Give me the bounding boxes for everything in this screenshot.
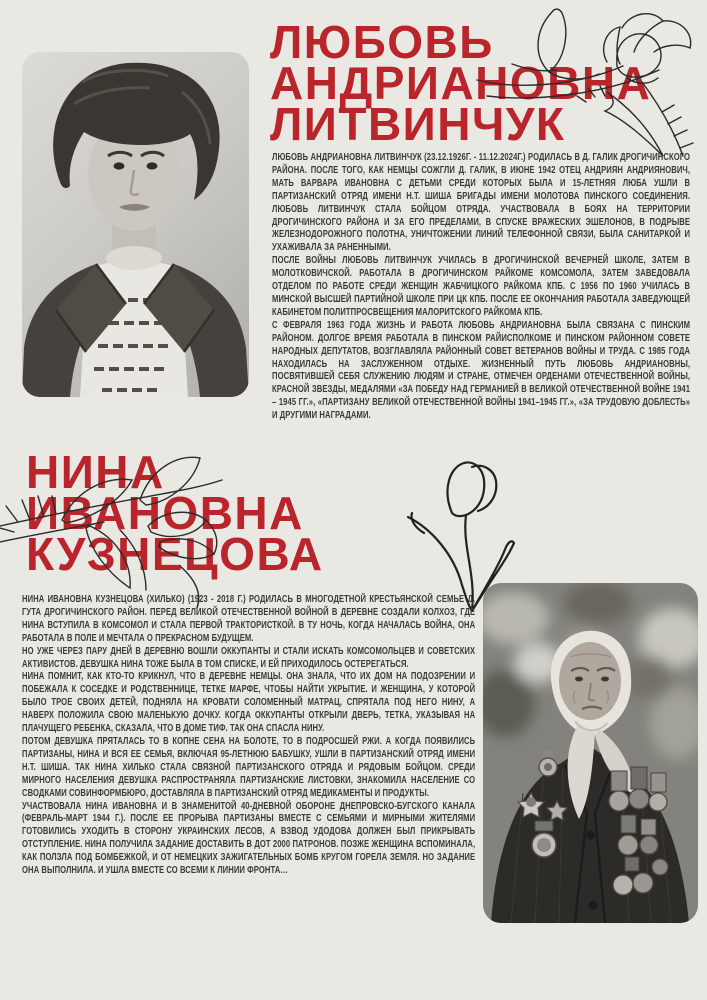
lyubov-paragraph-2: ПОСЛЕ ВОЙНЫ ЛЮБОВЬ ЛИТВИНЧУК УЧИЛАСЬ В ДРОГИЧИНСКОЙ ВЕЧЕРНЕЙ ШКОЛЕ, ЗАТЕМ В МОЛОТКОВИЧСКОЙ. РАБОТАЛА В ДРОГИЧИНСКОМ РАЙКОМЕ КОМСОМОЛА, ЗАТЕМ ЗАВЕДОВАЛА ОТДЕЛОМ ПО РАБОТЕ СРЕДИ ЖЕНЩИН ЖАБЧИЦКОГО РАЙКОМА КПБ. С 1956 ПО 1960 УЧИЛАСЬ В МИНСКОЙ ВЫСШЕЙ ПАРТИЙНОЙ ШКОЛЕ ПРИ ЦК КПБ. ПОСЛЕ ЕЕ ОКОНЧАНИЯ РАБОТАЛА ЗАВЕДУЮЩЕЙ КАБИНЕТОМ ПОЛИТПРОСВЕЩЕНИЯ МАЛОРИТСКОГО РАЙКОМА КПБ.: [272, 255, 691, 318]
title-lyubov-line1: ЛЮБОВЬ: [270, 16, 494, 68]
nina-portrait-illustration: [483, 583, 698, 923]
nina-paragraph-3: НИНА ПОМНИТ, КАК КТО-ТО КРИКНУЛ, ЧТО В ДЕРЕВНЕ НЕМЦЫ. ОНА ЗНАЛА, ЧТО ИХ ДОМ НА ПОДОЗРЕНИИ И ПОБЕЖАЛА К СОСЕДКЕ И РОДСТВЕННИЦЕ, ТЕТКЕ МАРФЕ, ЧТОБЫ НАЙТИ УКРЫТИЕ. И ЖЕНЩИНА, У КОТОРОЙ БЫЛО ТРОЕ СВОИХ ДЕТЕЙ, ПОДНЯЛА НА КРОВАТИ СОЛОМЕННЫЙ МАТРАЦ, СПРЯТАЛА ПОД НЕГО НИНУ, А НАВЕРХ ПОЛОЖИЛА СВОЮ МАЛЕНЬКУЮ ДОЧКУ. КОГДА ОККУПАНТЫ ОТКРЫЛИ ДВЕРЬ, ТЕТКА, УКАЗЫВАЯ НА ПЛАЧУЩЕГО РЕБЕНКА, СКАЗАЛА, ЧТО В ДОМЕ ТИФ. ТАК ОНА СПАСЛА НИНУ.: [22, 671, 476, 735]
title-nina: [26, 446, 324, 580]
title-nina-line3: КУЗНЕЦОВА: [26, 528, 324, 580]
lyubov-portrait-illustration: [22, 52, 249, 397]
photo-nina-portrait: [483, 583, 698, 923]
nina-paragraph-4: ПОТОМ ДЕВУШКА ПРЯТАЛАСЬ ТО В КОПНЕ СЕНА НА БОЛОТЕ, ТО В ПОДРОСШЕЙ РЖИ. А КОГДА ПОЯВИЛИСЬ ПАРТИЗАНЫ, НИНА И ВСЯ ЕЕ СЕМЬЯ, ВКЛЮЧАЯ 95-ЛЕТНЮЮ БАБУШКУ, УШЛИ В ПАРТИЗАНСКИЙ ОТРЯД ИМЕНИ Н.Т. ШИША. ТАК НИНА ХИЛЬКО СТАЛА СВЯЗНОЙ ПАРТИЗАНСКОГО ОТРЯДА И РЯДОВЫМ БОЙЦОМ. СРЕДИ МИРНОГО НАСЕЛЕНИЯ ДЕВУШКА РАСПРОСТРАНЯЛА ПАРТИЗАНСКИЕ ЛИСТОВКИ, ЗНАКОМИЛА НАСЕЛЕНИЕ СО СВОДКАМИ СОВИНФОРМБЮРО, ДОСТАВЛЯЛА В ПАРТИЗАНСКИЙ ОТРЯД МЕДИКАМЕНТЫ И ПРОДУКТЫ.: [22, 735, 476, 799]
title-lyubov: [270, 16, 652, 150]
nina-paragraph-2: НО УЖЕ ЧЕРЕЗ ПАРУ ДНЕЙ В ДЕРЕВНЮ ВОШЛИ ОККУПАНТЫ И СТАЛИ ИСКАТЬ КОМСОМОЛЬЦЕВ И СОВЕТСКИХ АКТИВИСТОВ. ДЕВУШКА НИНА ТОЖЕ БЫЛА В ТОМ СПИСКЕ, И ЕЙ ПРИХОДИЛОСЬ ОСТЕРЕГАТЬСЯ.: [22, 645, 476, 670]
lyubov-paragraph-3: С ФЕВРАЛЯ 1963 ГОДА ЖИЗНЬ И РАБОТА ЛЮБОВЬ АНДРИАНОВНА БЫЛА СВЯЗАНА С ПИНСКИМ РАЙОНОМ. ДОЛГОЕ ВРЕМЯ РАБОТАЛА В ПИНСКОМ РАЙИСПОЛКОМЕ И ПИНСКОМ РАЙОННОМ СОВЕТЕ НАРОДНЫХ ДЕПУТАТОВ, ВОЗГЛАВЛЯЛА РАЙОННЫЙ СОВЕТ ВЕТЕРАНОВ ВОЙНЫ И ТРУДА. С 1985 ГОДА НАХОДИЛАСЬ НА ЗАСЛУЖЕННОМ ОТДЫХЕ. ЖИЗНЕННЫЙ ПУТЬ ЛЮБОВЬ АНДРИАНОВНЫ, ПОСВЯТИВШЕЙ СЕБЯ СЛУЖЕНИЮ ЛЮДЯМ И СТРАНЕ, ОТМЕЧЕН ОРДЕНАМИ ОТЕЧЕСТВЕННОЙ ВОЙНЫ, КРАСНОЙ ЗВЕЗДЫ, МЕДАЛЯМИ «ЗА ПОБЕДУ НАД ГЕРМАНИЕЙ В ВЕЛИКОЙ ОТЕЧЕСТВЕННОЙ ВОЙНЕ 1941 – 1945 ГГ.», «ПАРТИЗАНУ ВЕЛИКОЙ ОТЕЧЕСТВЕННОЙ ВОЙНЫ 1941–1945 ГГ.», «ЗА ТРУДОВУЮ ДОБЛЕСТЬ» И ДРУГИМИ НАГРАДАМИ.: [272, 319, 691, 422]
title-nina-line1: НИНА: [26, 446, 165, 498]
photo-lyubov-portrait: [22, 52, 249, 397]
biography-nina: [22, 594, 475, 878]
nina-paragraph-5: УЧАСТВОВАЛА НИНА ИВАНОВНА И В ЗНАМЕНИТОЙ 40-ДНЕВНОЙ ОБОРОНЕ ДНЕПРОВСКО-БУГСКОГО КАНАЛА (ФЕВРАЛЬ-МАРТ 1944 Г.). ПОСЛЕ ЕЕ ПРОРЫВА ПАРТИЗАНЫ ВМЕСТЕ С СЕМЬЯМИ И МИРНЫМИ ЖИТЕЛЯМИ ГОТОВИЛИСЬ УХОДИТЬ В СТОРОНУ УКРАИНСКИХ ЛЕСОВ, А ВЗВОД УДОДОВА ДОЛЖЕН БЫЛ ПРИКРЫВАТЬ ОТСТУПЛЕНИЕ. НИНА ПОЛУЧИЛА ЗАДАНИЕ ДОСТАВИТЬ В ДОТ 2000 ПАТРОНОВ. ПОЗЖЕ ЖЕНЩИНА ВСПОМИНАЛА, КАК ПОЛЗЛА ПОД БОМБЕЖКОЙ, И ОТ НЕМЕЦКИХ ЗАЖИГАТЕЛЬНЫХ БОМБ КРУГОМ ГОРЕЛА ЗЕМЛЯ. НО ЗАДАНИЕ ОНА ВЫПОЛНИЛА. И УШЛА ВМЕСТЕ СО ВСЕМИ К ЛИНИИ ФРОНТА…: [22, 800, 476, 877]
title-nina-line2: ИВАНОВНА: [26, 487, 304, 539]
title-lyubov-line2: АНДРИАНОВНА: [270, 57, 652, 109]
biography-lyubov: [272, 152, 690, 423]
lyubov-paragraph-1: ЛЮБОВЬ АНДРИАНОВНА ЛИТВИНЧУК (23.12.1926Г. - 11.12.2024Г.) РОДИЛАСЬ В Д. ГАЛИК ДРОГИЧИНСКОГО РАЙОНА. ПОСЛЕ ТОГО, КАК НЕМЦЫ СОЖГЛИ Д. ГАЛИК, В ИЮНЕ 1942 ОТЕЦ АНДРИЯН АНДРИЯНОВИЧ, МАТЬ ВАРВАРА ИВАНОВНА С ДЕТЬМИ СРЕДИ КОТОРЫХ БЫЛА И 15-ЛЕТНЯЯ ЛЮБА УШЛИ В ПАРТИЗАНСКИЙ ОТРЯД ИМЕНИ Н.Т. ШИША БРИГАДЫ ИМЕНИ МОЛОТОВА ПИНСКОГО СОЕДИНЕНИЯ. ЛЮБОВЬ ЛИТВИНЧУК СТАЛА БОЙЦОМ ОТРЯДА. УЧАСТВОВАЛА В БОЯХ НА ТЕРРИТОРИИ ДРОГИЧИНСКОГО РАЙОНА И ЗА ЕГО ПРЕДЕЛАМИ, В СПУСКЕ ВРАЖЕСКИХ ЭШЕЛОНОВ, В ПОДРЫВЕ ЖЕЛЕЗНОДОРОЖНОГО ПОЛОТНА, УНИЧТОЖЕНИИ ЛИНИЙ ТЕЛЕФОННОЙ СВЯЗИ, БЫЛА САНИТАРКОЙ И УХАЖИВАЛА ЗА РАНЕННЫМИ.: [272, 152, 691, 254]
nina-paragraph-1: НИНА ИВАНОВНА КУЗНЕЦОВА (ХИЛЬКО) (1923 - 2018 Г.) РОДИЛАСЬ В МНОГОДЕТНОЙ КРЕСТЬЯНСКОЙ СЕМЬЕ Д. ГУТА ДРОГИЧИНСКОГО РАЙОН. ПЕРЕД ВЕЛИКОЙ ОТЕЧЕСТВЕННОЙ ВОЙНОЙ В ДЕРЕВНЕ СОЗДАЛИ КОЛХОЗ, ГДЕ НИНА ВСТУПИЛА В КОМСОМОЛ И СТАЛА ПЕРВОЙ ТРАКТОРИСТКОЙ. В ТУ НОЧЬ, КОГДА НАЧАЛАСЬ ВОЙНА, ОНА РАБОТАЛА В ПОЛЕ И МЕЧТАЛА О ПРЕКРАСНОМ БУДУЩЕМ.: [22, 594, 476, 644]
title-lyubov-line3: ЛИТВИНЧУК: [270, 98, 566, 150]
